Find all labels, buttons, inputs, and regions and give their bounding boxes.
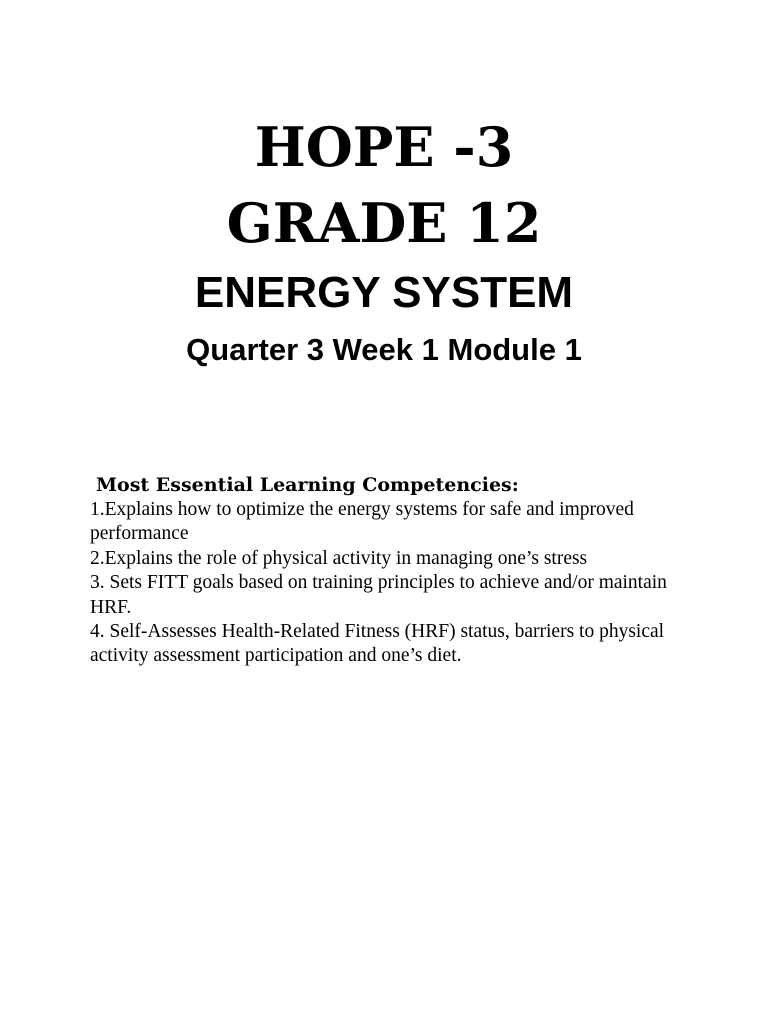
competency-item: 4. Self-Assesses Health-Related Fitness (HRF) status, barriers to physical activity assessment participation and one’s diet.	[90, 621, 665, 667]
competency-item: 1.Explains how to optimize the energy systems for safe and improved performance	[90, 499, 634, 545]
competency-item: 2.Explains the role of physical activity in managing one’s stress	[90, 547, 588, 569]
competency-item: 3. Sets FITT goals based on training principles to achieve and/or maintain HRF.	[90, 572, 667, 618]
grade-title: GRADE 12	[226, 191, 542, 255]
subject-title: HOPE -3	[254, 115, 514, 179]
topic-title: ENERGY SYSTEM	[194, 268, 574, 317]
competencies-heading: Most Essential Learning Competencies:	[96, 474, 519, 496]
schedule-subtitle: Quarter 3 Week 1 Module 1	[186, 332, 582, 367]
competencies-list	[90, 498, 690, 669]
